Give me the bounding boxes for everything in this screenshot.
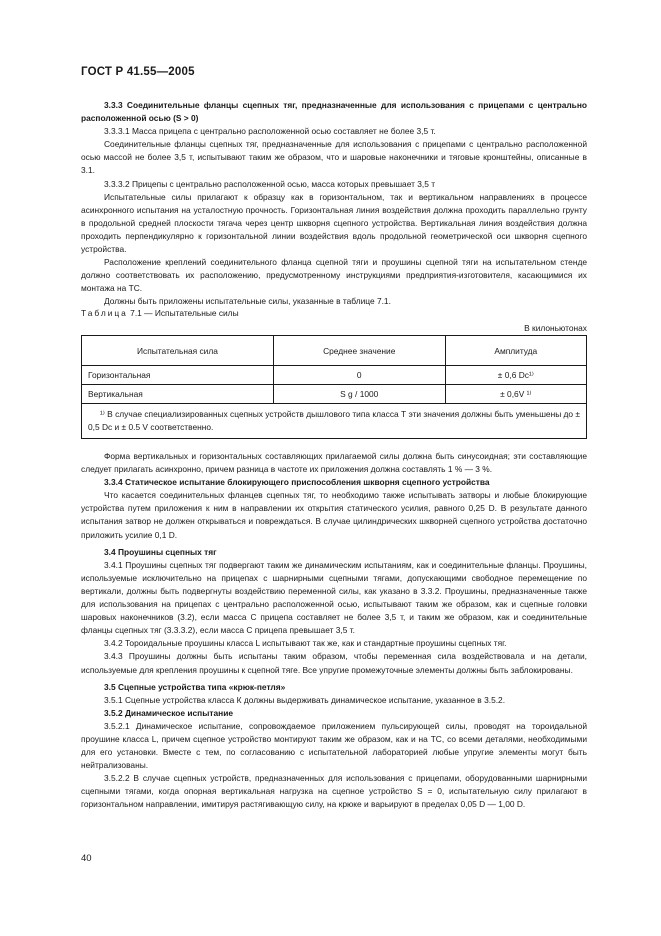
cell-amplitude: ± 0,6V ¹⁾ [445, 385, 586, 404]
paragraph: Расположение креплений соединительного фланца сцепной тяги и проушины сцепной тяги на испытательном стенде должно соответствовать их расположению, предусмотренному инструкциями предприятия-изготовителя, касающимися их монтажа на ТС. [81, 257, 587, 294]
paragraph: 3.3.3.2 Прицепы с центрально расположенной осью, масса которых превышает 3,5 т [104, 178, 436, 189]
column-header: Испытательная сила [82, 336, 274, 366]
column-header: Среднее значение [273, 336, 445, 366]
paragraph: 3.5.2.1 Динамическое испытание, сопровождаемое приложением пульсирующей силы, проводят на тороидальной проушине класса L, причем сцепное устройство монтируют таким же образом, как и на ТС, со всеми деталями, необходимыми для его установки. Вместе с тем, по согласованию с испытательной лабораторией любые упругие элементы могут быть нейтрализованы. [81, 720, 587, 771]
table-header-row [82, 336, 587, 366]
table-footnote-row [82, 404, 587, 439]
paragraph: 3.5.1 Сцепные устройства класса К должны выдерживать динамическое испытание, указанное в 3.5.2. [104, 694, 506, 705]
table-row [82, 366, 587, 385]
paragraph: 3.3.3.1 Масса прицепа с центрально расположенной осью составляет не более 3,5 т. [104, 126, 436, 137]
table-row [82, 385, 587, 404]
test-forces-table [81, 335, 587, 439]
column-header: Амплитуда [445, 336, 586, 366]
cell-force: Горизонтальная [82, 366, 274, 385]
paragraph: Должны быть приложены испытательные силы, указанные в таблице 7.1. [104, 296, 391, 307]
paragraph: Форма вертикальных и горизонтальных составляющих прилагаемой силы должна быть синусоидная; эти составляющие следует прилагать асинхронно, причем разница в частоте их приложения должна составлять 1 % — 3 %. [81, 451, 587, 475]
paragraph: 3.4.2 Тороидальные проушины класса L испытывают так же, как и стандартные проушины сцепных тяг. [104, 638, 507, 649]
section-heading-3-5: 3.5 Сцепные устройства типа «крюк-петля» [104, 681, 286, 692]
paragraph: Соединительные фланцы сцепных тяг, предназначенные для использования с прицепами с центрально расположенной осью массой не более 3,5 т, испытывают таким же образом, что и шаровые наконечники и тяговые кронштейны, описанные в 3.1. [81, 139, 587, 176]
table-caption [81, 308, 239, 318]
section-heading-3-3-4: 3.3.4 Статическое испытание блокирующего приспособления шкворня сцепного устройства [104, 477, 490, 488]
table-caption-prefix: Таблица [81, 308, 128, 318]
table-footnote: ¹⁾ В случае специализированных сцепных устройств дышлового типа класса Т эти значения должны быть уменьшены до ± 0,5 Dc и ± 0.5 V соответственно. [82, 404, 587, 439]
table-units: В килоньютонах [524, 323, 587, 333]
cell-mean: S g / 1000 [273, 385, 445, 404]
paragraph: Испытательные силы прилагают к образцу как в горизонтальном, так и вертикальном направлениях в процессе асинхронного испытания на усталостную прочность. Горизонтальная линия воздействия должна проходить параллельно грунту в продольной средней плоскости тягача через центр шкворня сцепного устройства. Вертикальная линия воздействия должна проходить перпендикулярно к горизонтальной линии воздействия вдоль продольной геометрической оси шкворня сцепного устройства. [81, 191, 587, 255]
body-text-bottom [81, 450, 587, 812]
paragraph: 3.4.1 Проушины сцепных тяг подвергают таким же динамическим испытаниям, как и соединительные фланцы. Проушины, используемые исключительно на прицепах с шарнирными сцепными тягами, допускающими свободное перемещение по вертикали, должны быть подвергнуты воздействию переменной силы, как указано в 3.3.2. Проушины, предназначенные также для использования на прицепах с центрально расположенной осью, испытывают таким же образом, как и сцепные головки шаровых наконечников (3.2), если масса C прицепа составляет не более 3,5 т, и таким же образом, как и соединительные фланцы сцепных тяг (3.3.3.2), если масса C прицепа превышает 3,5 т. [81, 559, 587, 636]
cell-force: Вертикальная [82, 385, 274, 404]
paragraph: 3.4.3 Проушины должны быть испытаны таким образом, чтобы переменная сила воздействовала и на детали, используемые для крепления проушины к сцепной тяге. Все упругие промежуточные элементы должны быть заблокированы. [81, 651, 587, 675]
section-heading-3-4: 3.4 Проушины сцепных тяг [104, 546, 217, 557]
table-caption-title: 7.1 — Испытательные силы [130, 308, 239, 318]
cell-mean: 0 [273, 366, 445, 385]
cell-amplitude: ± 0,6 Dc¹⁾ [445, 366, 586, 385]
section-heading-3-5-2: 3.5.2 Динамическое испытание [104, 707, 234, 718]
page-number: 40 [81, 853, 92, 864]
page-header-standard: ГОСТ Р 41.55—2005 [81, 66, 195, 78]
paragraph: 3.5.2.2 В случае сцепных устройств, предназначенных для использования с прицепами, оборудованными шарнирными сцепными тягами, когда опорная вертикальная нагрузка на сцепное устройство S = 0, испытательную силу прилагают в горизонтальном направлении, имитируя растягивающую силу, на крюке и варьируют в пределах 0,05 D — 1,00 D. [81, 773, 587, 810]
paragraph: Что касается соединительных фланцев сцепных тяг, то необходимо также испытывать затворы и любые блокирующие устройства путем приложения к ним в направлении их открытия статического усилия, равного 0,25 D. В результате данного испытания затвор не должен открываться и повреждаться. В случае цилиндрических шкворней сцепного устройства достаточно приложить усилие 0,1 D. [81, 490, 587, 540]
body-text-top [81, 99, 587, 309]
section-heading-3-3-3: 3.3.3 Соединительные фланцы сцепных тяг, предназначенные для использования с прицепами с центрально расположенной осью (S > 0) [81, 100, 587, 124]
